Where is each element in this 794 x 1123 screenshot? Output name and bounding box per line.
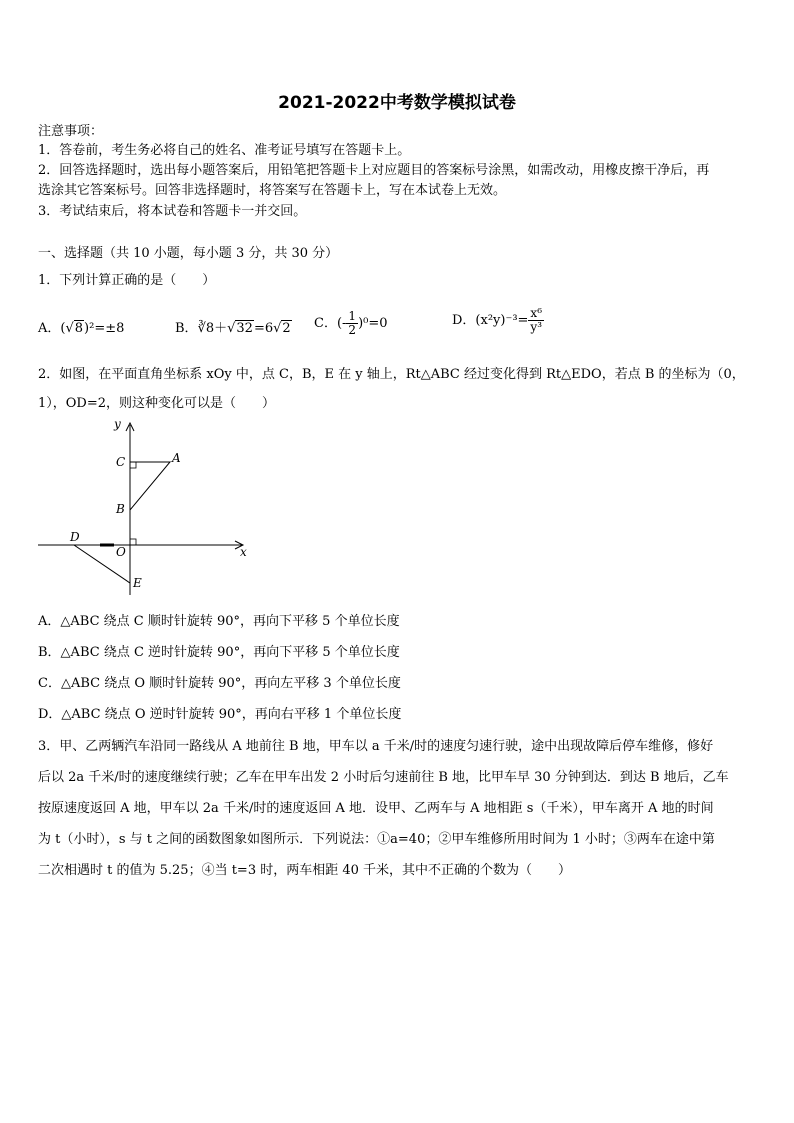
q2-option-a: A．△ABC 绕点 C 顺时针旋转 90°，再向下平移 5 个单位长度: [38, 614, 400, 629]
label-o: O: [116, 545, 126, 559]
notice-item-1: 1．答卷前，考生务必将自己的姓名、准考证号填写在答题卡上。: [38, 143, 411, 158]
q2-stem-line1: 2．如图，在平面直角坐标系 xOy 中，点 C，B，E 在 y 轴上，Rt△ABC 经过变化得到 Rt△EDO，若点 B 的坐标为（0，: [38, 367, 745, 382]
section-heading: 一、选择题（共 10 小题，每小题 3 分，共 30 分）: [38, 246, 339, 261]
label-e: E: [133, 576, 142, 590]
notice-heading: 注意事项：: [38, 124, 104, 139]
q3-line-2: 后以 2a 千米/时的速度继续行驶；乙车在甲车出发 2 小时后匀速前往 B 地，比甲车早 30 分钟到达．到达 B 地后，乙车: [38, 770, 729, 785]
label-b: B: [116, 502, 125, 516]
label-c: C: [116, 455, 126, 469]
label-y: y: [114, 417, 121, 431]
q2-stem-line2: 1），OD=2，则这种变化可以是（ ）: [38, 396, 276, 411]
q1-option-a: A．(√8)²=±8: [38, 321, 125, 336]
notice-item-2-cont: 选涂其它答案标号。回答非选择题时，将答案写在答题卡上，写在本试卷上无效。: [38, 183, 507, 198]
q2-option-d: D．△ABC 绕点 O 逆时针旋转 90°，再向右平移 1 个单位长度: [38, 707, 402, 722]
q2-coordinate-figure: [30, 415, 270, 600]
right-angle-c: [130, 462, 136, 468]
q3-line-1: 3．甲、乙两辆汽车沿同一路线从 A 地前往 B 地，甲车以 a 千米/时的速度匀速行驶，途中出现故障后停车维修，修好: [38, 739, 714, 754]
label-a: A: [172, 451, 181, 465]
notice-item-2: 2．回答选择题时，选出每小题答案后，用铅笔把答题卡上对应题目的答案标号涂黑，如需改动，用橡皮擦干净后，再: [38, 163, 710, 178]
fraction: $\frac{1}{2}$: [348, 309, 357, 337]
q2-option-b: B．△ABC 绕点 C 逆时针旋转 90°，再向下平移 5 个单位长度: [38, 645, 400, 660]
right-angle-o: [130, 539, 136, 545]
q3-line-3: 按原速度返回 A 地，甲车以 2a 千米/时的速度返回 A 地．设甲、乙两车与 A 地相距 s（千米），甲车离开 A 地的时间: [38, 801, 714, 816]
q1-option-c: C．(- $\frac{1}{2}$ )⁰=0: [314, 309, 388, 337]
fraction: $\frac{\text{x⁶}}{\text{y³}}$: [530, 306, 543, 334]
page-title: 2021-2022中考数学模拟试卷: [278, 93, 516, 113]
q1-option-d: D．(x²y)⁻³= $\frac{\text{x⁶}}{\text{y³}}$: [452, 306, 543, 334]
label-d: D: [70, 530, 80, 544]
q1-option-b: B．∛8＋√32=6√2: [175, 321, 291, 336]
q3-line-4: 为 t（小时），s 与 t 之间的函数图象如图所示．下列说法：①a=40；②甲车维修所用时间为 1 小时；③两车在途中第: [38, 832, 715, 847]
q2-option-c: C．△ABC 绕点 O 顺时针旋转 90°，再向左平移 3 个单位长度: [38, 676, 401, 691]
triangle-abc: [130, 462, 170, 510]
q3-line-5: 二次相遇时 t 的值为 5.25；④当 t=3 时，两车相距 40 千米，其中不正确的个数为（ ）: [38, 863, 572, 878]
q1-stem: 1．下列计算正确的是（ ）: [38, 273, 216, 288]
label-x: x: [240, 545, 247, 559]
notice-item-3: 3．考试结束后，将本试卷和答题卡一并交回。: [38, 204, 307, 219]
